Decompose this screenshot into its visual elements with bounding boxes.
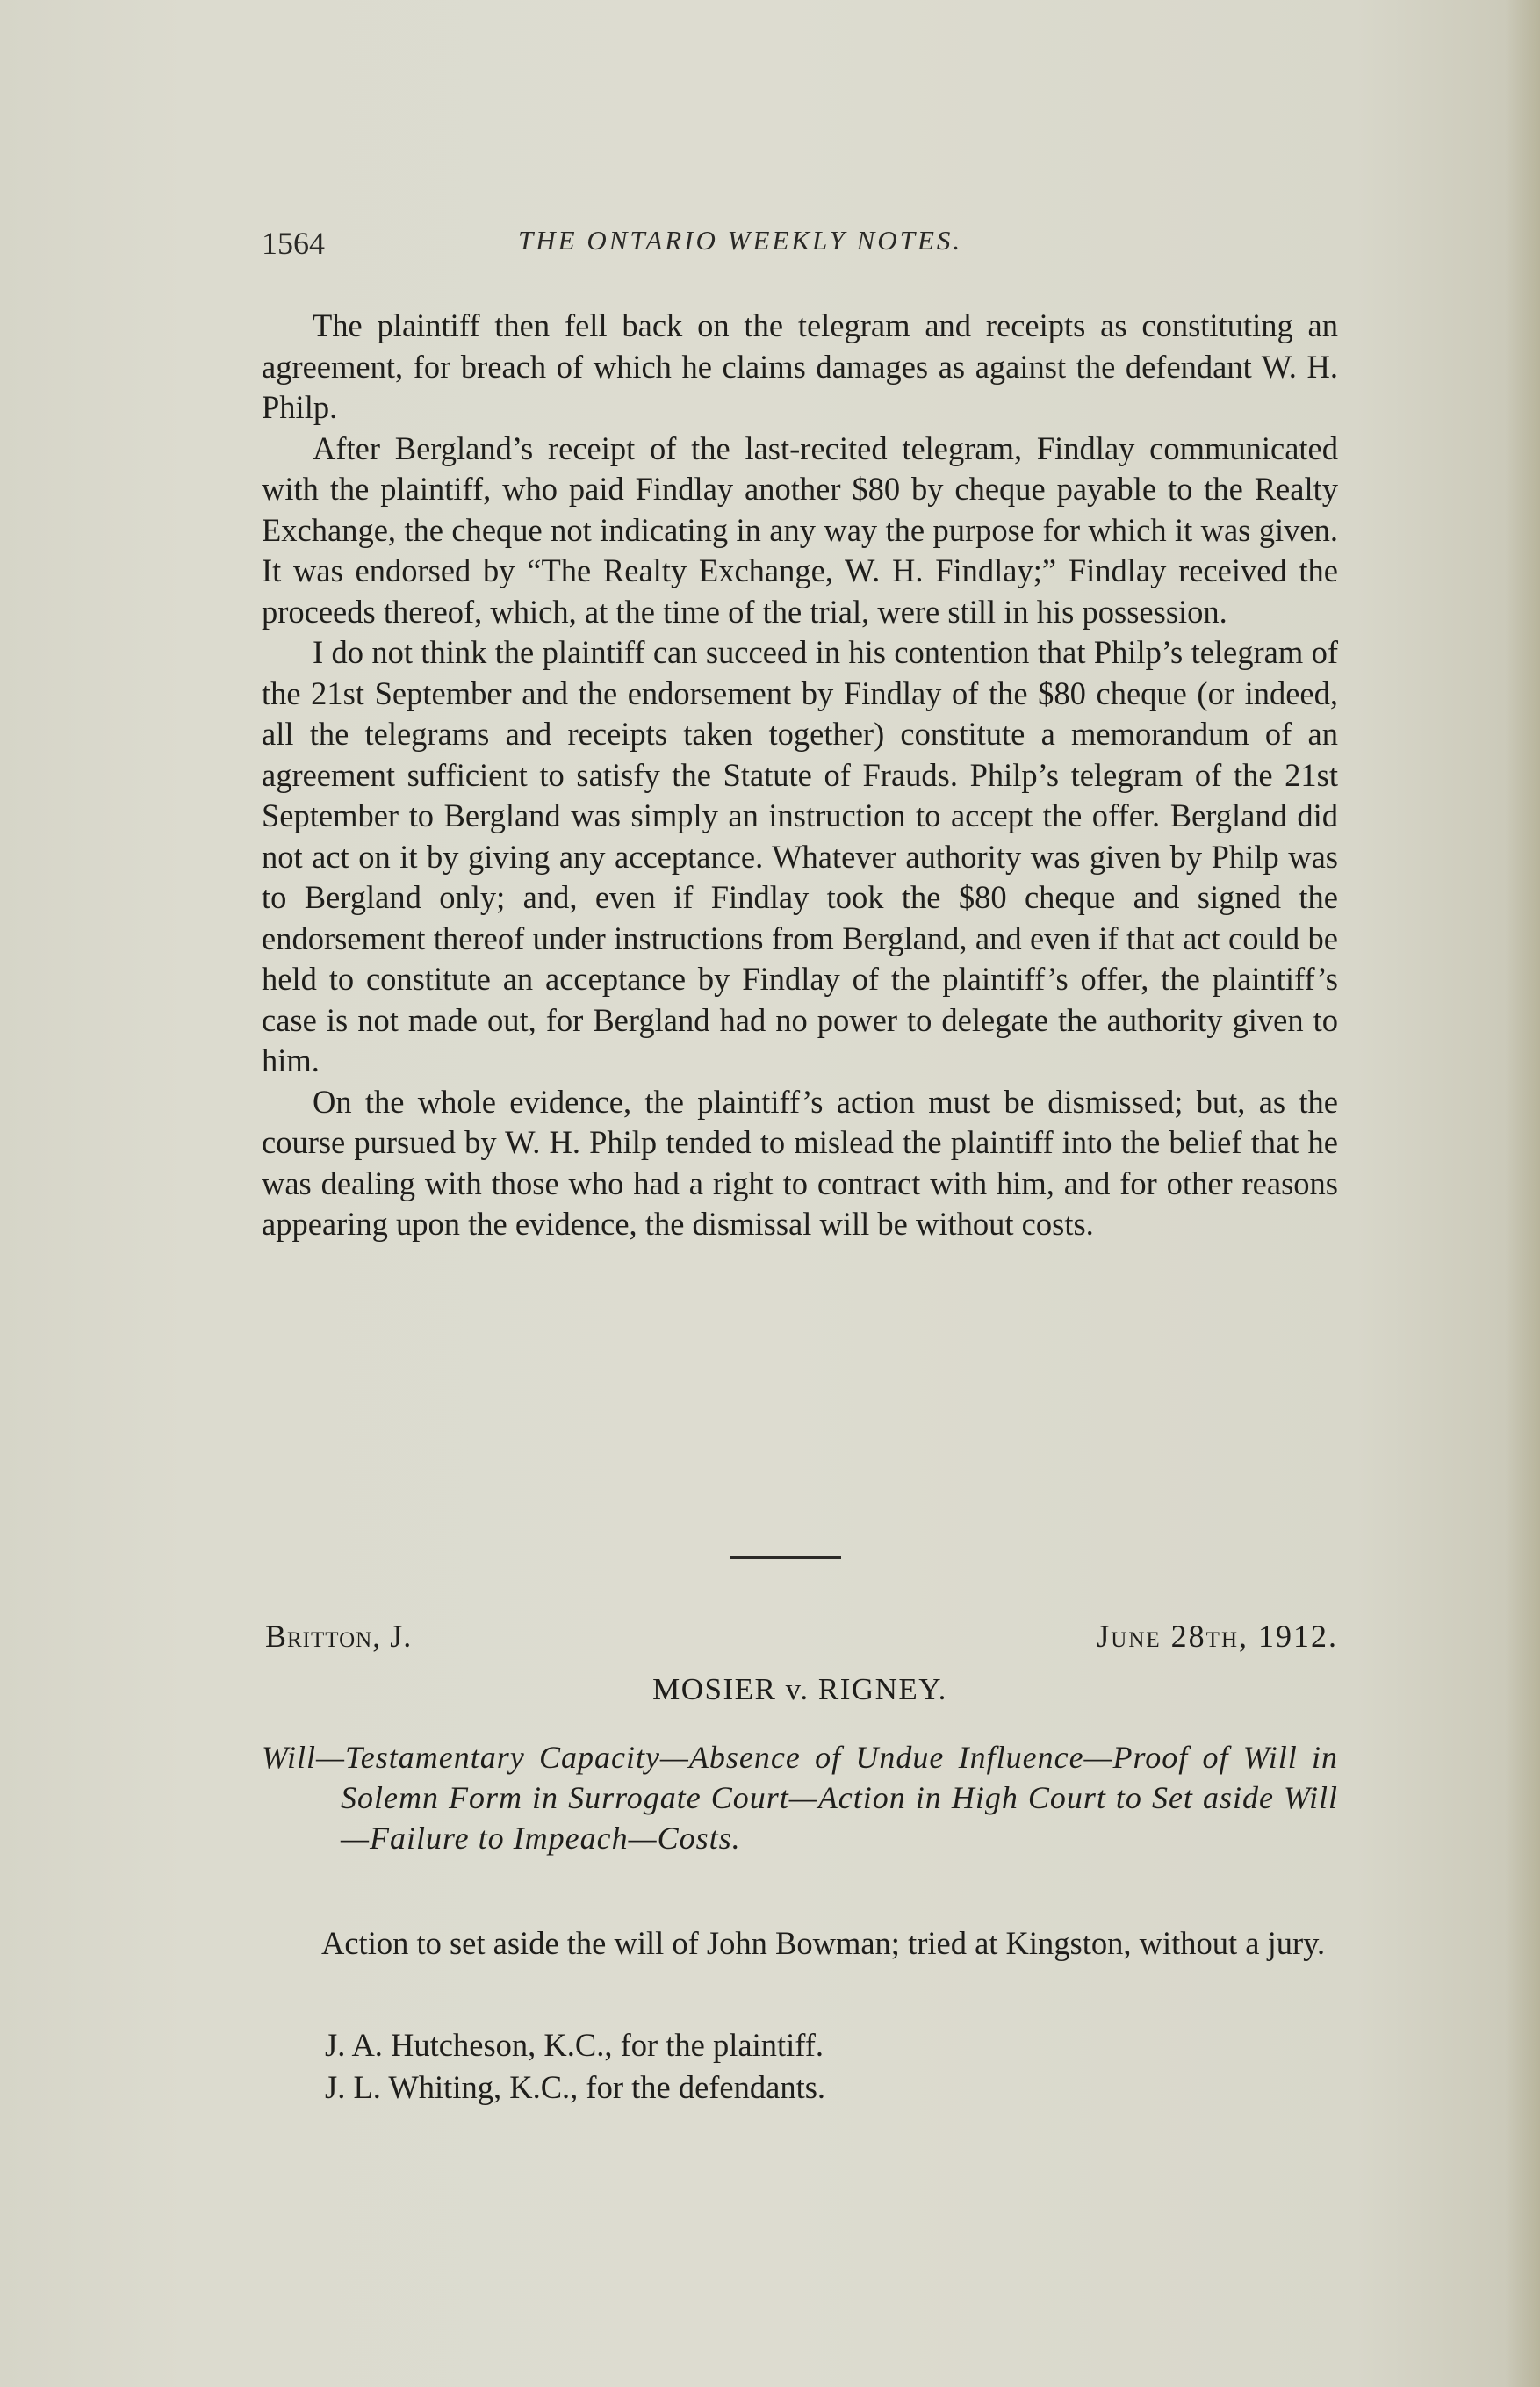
case-title: MOSIER v. RIGNEY. [652, 1672, 947, 1706]
paragraph: After Bergland’s receipt of the last-recited telegram, Findlay communicated with the plaintiff, who paid Findlay another $80 by cheque payable to the Realty Exchange, the cheque not indicating in any way the purpose for which it was given. It was endorsed by “The Realty Exchange, W. H. Findlay;” Findlay received the proceeds thereof, which, at the time of the trial, were still in his possession. [262, 429, 1338, 630]
journal-title: THE ONTARIO WEEKLY NOTES. [518, 225, 963, 256]
judge-date-line [262, 1618, 1338, 1662]
paragraph: I do not think the plaintiff can succeed in his contention that Philp’s telegram of the 21st September and the endorsement by Findlay of the $80 cheque (or indeed, all the telegrams and receipts taken together) constitute a memorandum of an agreement sufficient to satisfy the Statute of Frauds. Philp’s telegram of the 21st September to Bergland was simply an instruction to accept the offer. Bergland did not act on it by giving any acceptance. Whatever authority was given by Philp was to Bergland only; and, even if Findlay took the $80 cheque and signed the endorsement thereof under instructions from Bergland, and even if that act could be held to constitute an acceptance by Findlay of the plaintiff’s offer, the plaintiff’s case is not made out, for Bergland had no power to delegate the authority given to him. [262, 634, 1338, 1078]
headnote: Will—Testamentary Capacity—Absence of Undue Influence—Proof of Will in Solemn Form in Surrogate Court—Action in High Court to Set aside Will—Failure to Impeach—Costs. [262, 1740, 1338, 1856]
action-summary [262, 1923, 1338, 1964]
page-number: 1564 [262, 226, 325, 261]
running-head [262, 225, 1338, 267]
body-text [262, 306, 1338, 1245]
paragraph: On the whole evidence, the plaintiff’s action must be dismissed; but, as the course pursued by W. H. Philp tended to mislead the plaintiff into the belief that he was dealing with those who had a right to contract with him, and for other reasons appearing upon the evidence, the dismissal will be without costs. [262, 1083, 1338, 1242]
judge-name: Britton, J. [265, 1619, 413, 1654]
counsel-plaintiff: J. A. Hutcheson, K.C., for the plaintiff. [325, 2027, 824, 2063]
paragraph: The plaintiff then fell back on the telegram and receipts as constituting an agreement, for breach of which he claims damages as against the defendant W. H. Philp. [262, 307, 1338, 425]
counsel-defendants: J. L. Whiting, K.C., for the defendants. [325, 2069, 826, 2105]
page-edge-shadow [1505, 0, 1540, 2387]
judgment-date: June 28th, 1912. [1097, 1619, 1338, 1654]
section-divider [730, 1556, 841, 1559]
paragraph: Action to set aside the will of John Bowman; tried at Kingston, without a jury. [321, 1925, 1326, 1961]
